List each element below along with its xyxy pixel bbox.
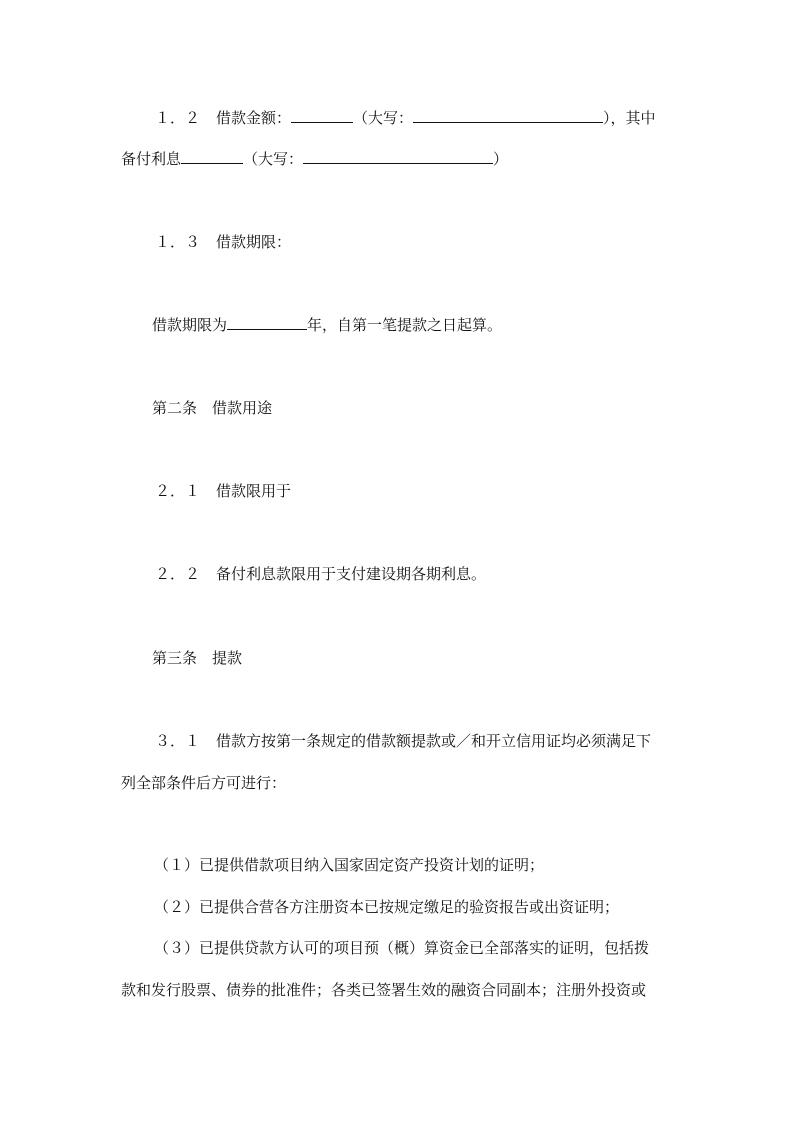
capital-open-label: （大写： (353, 109, 414, 127)
clause-number: １．３ (155, 233, 201, 251)
clause-text: 借款方按第一条规定的借款额提款或／和开立信用证均必须满足下 (216, 732, 652, 750)
loan-term-prefix: 借款期限为 (152, 316, 228, 334)
capital-close-tail: ），其中 (603, 109, 656, 127)
clause-number: ２．１ (155, 482, 201, 500)
clause-2-1 (155, 481, 291, 501)
loan-amount-label: 借款金额： (216, 109, 292, 127)
clause-number: ２．２ (155, 565, 201, 583)
article-3-heading: 第三条 提款 (152, 649, 243, 667)
loan-amount-capital-blank[interactable] (413, 108, 603, 123)
clause-1-3 (155, 232, 291, 252)
clause-2-2 (155, 564, 486, 584)
loan-term-line (152, 315, 502, 335)
clause-text: 借款限用于 (216, 482, 292, 500)
clause-1-2-line-1 (155, 108, 656, 128)
condition-3-line-1: （３）已提供贷款方认可的项目预（概）算资金已全部落实的证明，包括拨 (154, 939, 650, 957)
capital-close-2: ） (493, 150, 509, 168)
condition-3-line-2: 款和发行股票、债券的批准件；各类已签署生效的融资合同副本；注册外投资或 (121, 981, 647, 999)
reserve-interest-blank[interactable] (181, 149, 243, 164)
condition-1: （１）已提供借款项目纳入国家固定资产投资计划的证明； (154, 856, 545, 874)
clause-number: １．２ (155, 109, 201, 127)
clause-text: 备付利息款限用于支付建设期各期利息。 (216, 565, 487, 583)
clause-heading: 借款期限： (216, 233, 292, 251)
reserve-interest-label: 备付利息 (121, 150, 182, 168)
loan-term-suffix: 年，自第一笔提款之日起算。 (307, 316, 503, 334)
loan-amount-blank[interactable] (291, 108, 353, 123)
condition-2: （２）已提供合营各方注册资本已按规定缴足的验资报告或出资证明； (154, 898, 620, 916)
clause-3-1-line-2: 列全部条件后方可进行： (121, 774, 287, 792)
loan-term-years-blank[interactable] (227, 315, 307, 330)
reserve-interest-capital-blank[interactable] (303, 149, 493, 164)
article-2-heading: 第二条 借款用途 (152, 399, 273, 417)
capital-open-label-2: （大写： (243, 150, 304, 168)
clause-3-1-line-1 (155, 731, 651, 751)
clause-number: ３．１ (155, 732, 201, 750)
clause-1-2-line-2 (121, 149, 508, 169)
